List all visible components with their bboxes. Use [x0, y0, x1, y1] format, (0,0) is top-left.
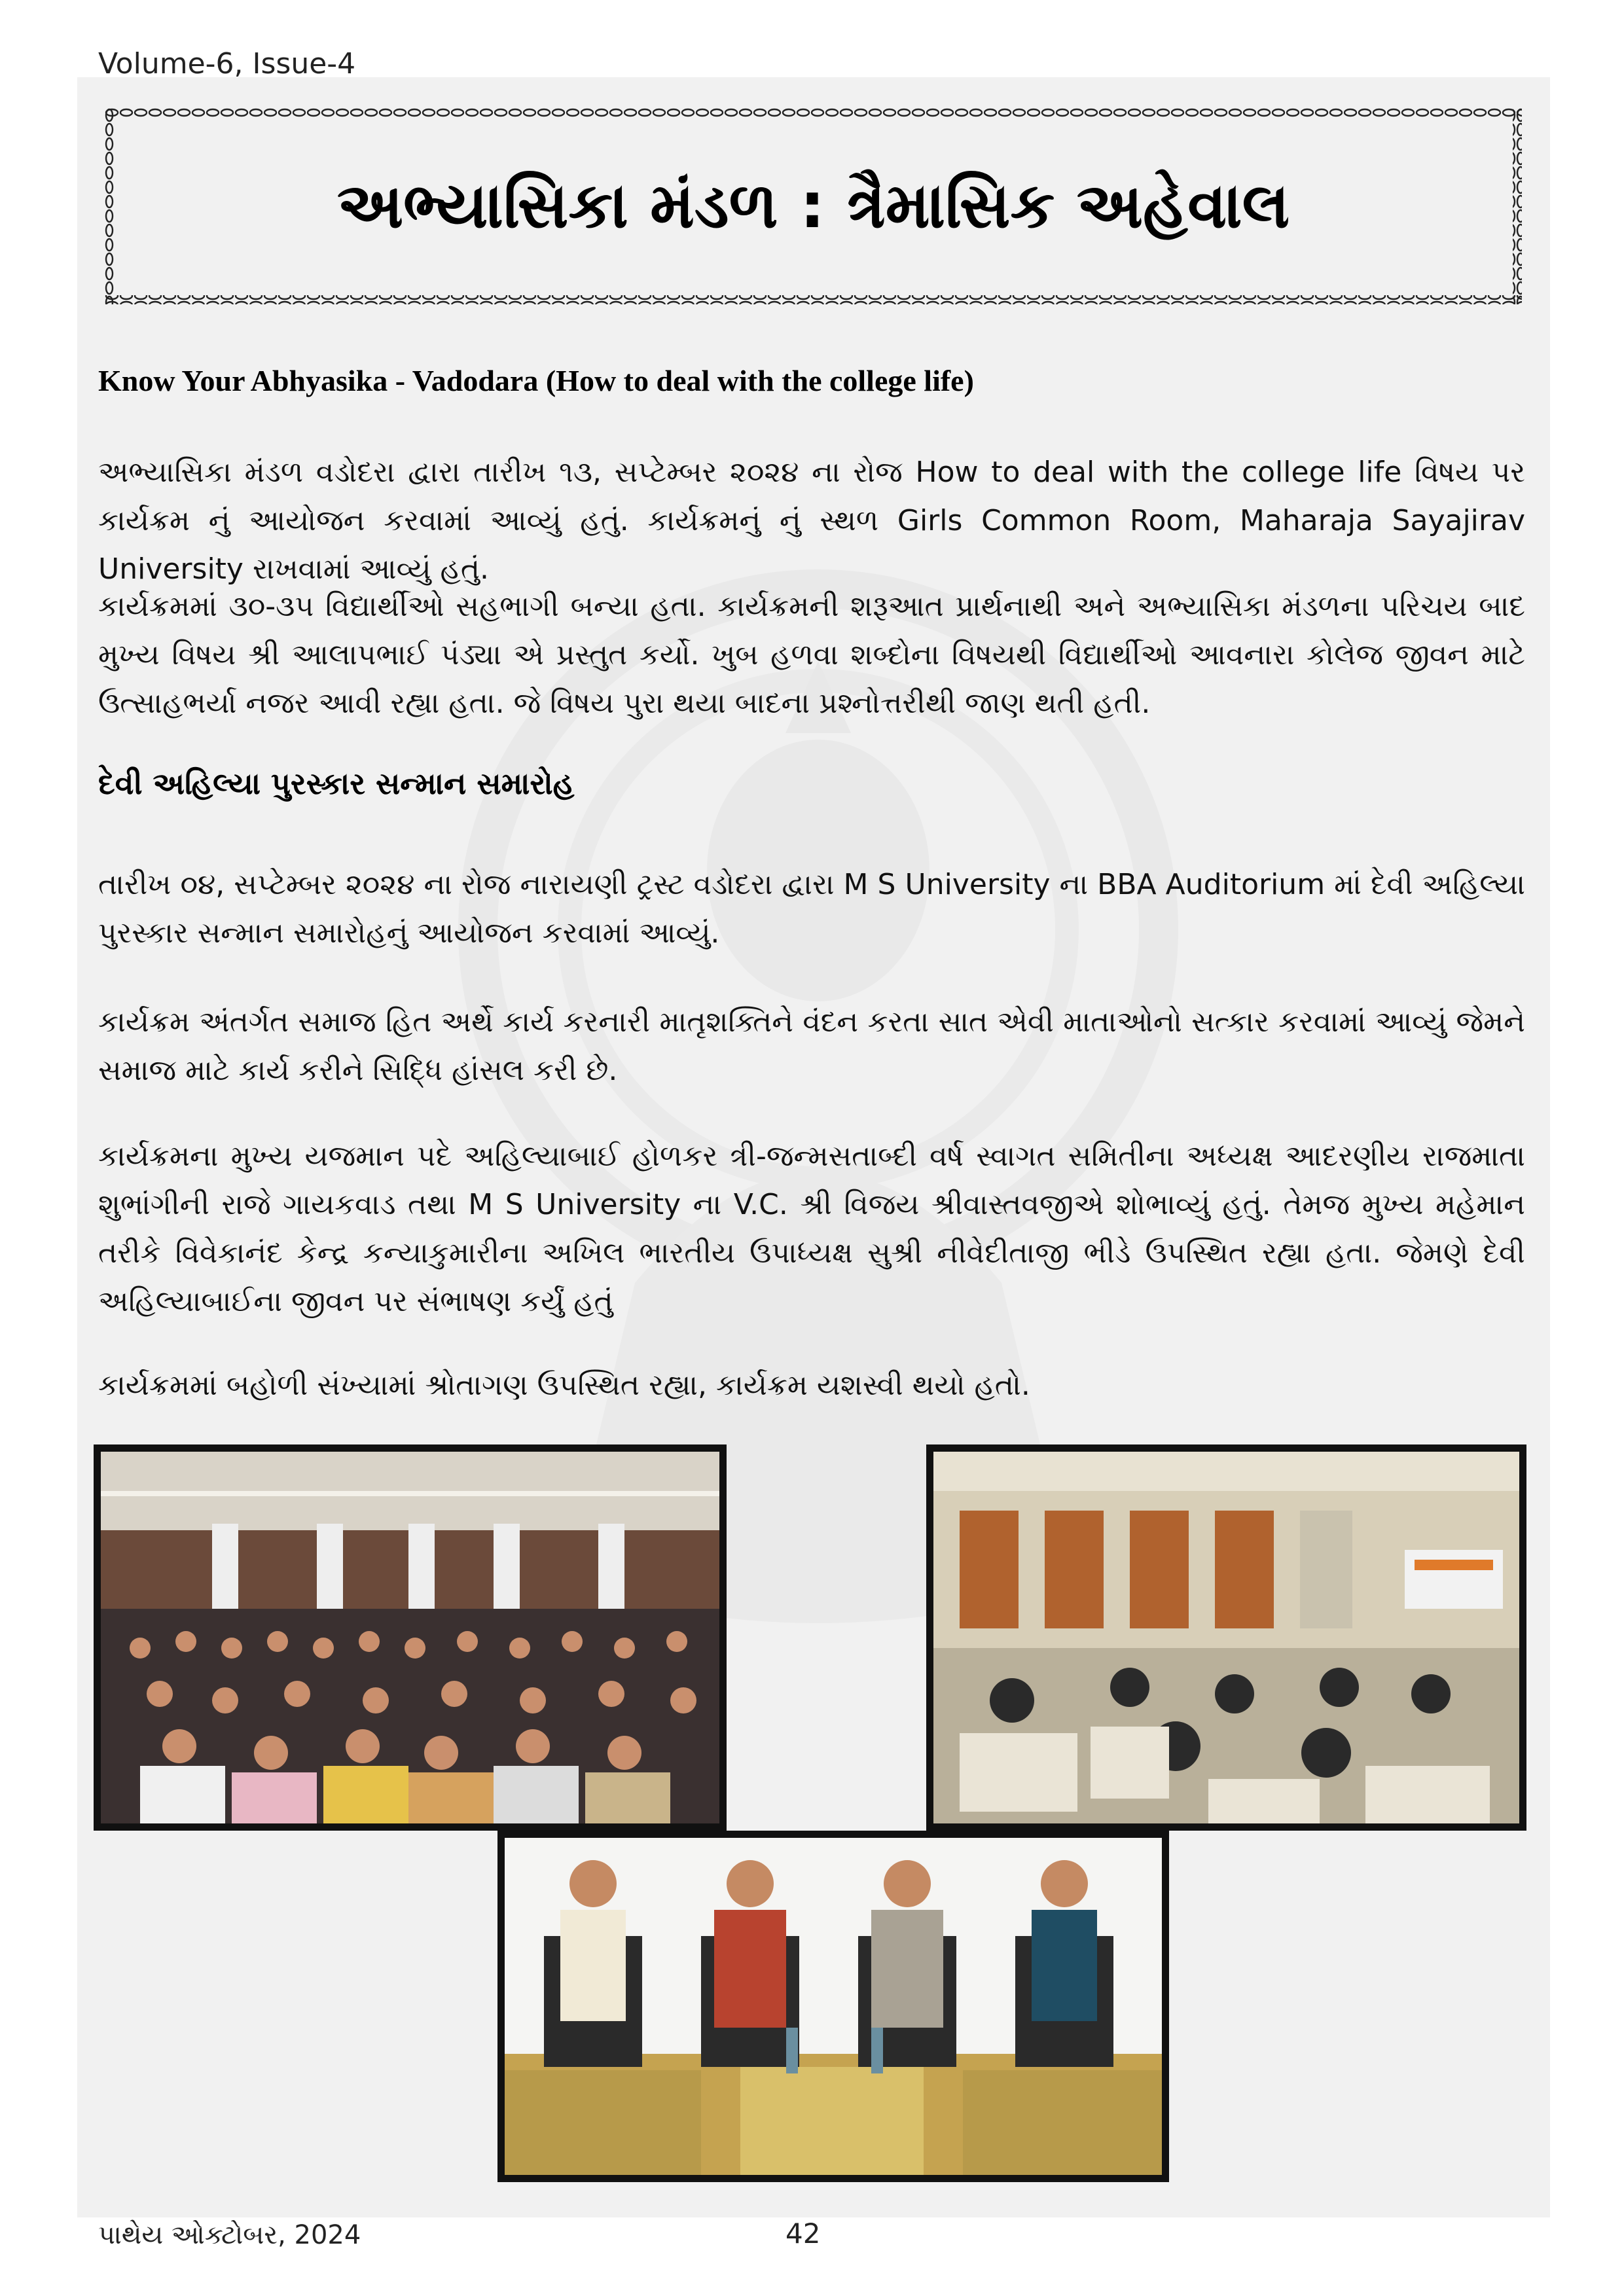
publication-date: પાથેય ઓક્ટોબર, 2024	[98, 2220, 361, 2250]
common-room-image	[933, 1452, 1519, 1823]
audience-image	[101, 1452, 719, 1823]
page-title: અભ્યાસિકા મંડળ : ત્રૈમાસિક અહેવાલ	[336, 169, 1290, 242]
photo-auditorium-audience	[94, 1444, 727, 1831]
page-number: 42	[785, 2217, 821, 2250]
section-heading-devi-ahilya: દેવી અહિલ્યા પુરસ્કાર સન્માન સમારોહ	[98, 766, 575, 801]
section-heading-know-your-abhyasika: Know Your Abhyasika - Vadodara (How to deal with the college life)	[98, 364, 974, 397]
title-frame	[105, 108, 1522, 304]
volume-issue: Volume-6, Issue-4	[98, 47, 356, 81]
photo-dignitaries-stage	[497, 1831, 1169, 2182]
paragraph-award-ceremony: તારીખ ૦૪, સપ્ટેમ્બર ૨૦૨૪ ના રોજ નારાયણી ટ્રસ્ટ વડોદરા દ્વારા M S University ના BBA Auditorium માં દેવી અહિલ્યા પુરસ્કાર સન્માન સમારોહનું આયોજન કરવામાં આવ્યું.	[98, 868, 1525, 950]
paragraph-abhyasika-event: અભ્યાસિકા મંડળ વડોદરા દ્વારા તારીખ ૧૩, સપ્ટેમ્બર ૨૦૨૪ ના રોજ How to deal with the college life વિષય પર કાર્યક્રમ નું આયોજન કરવામાં આવ્યું હતું. કાર્યક્રમનું નું સ્થળ Girls Common Room, Maharaja Sayajirav University રાખવામાં આવ્યું હતું.	[98, 456, 1525, 586]
paragraph-conclusion: કાર્યક્રમમાં બહોળી સંખ્યામાં શ્રોતાગણ ઉપસ્થિત રહ્યા, કાર્યક્રમ યશસ્વી થયો હતો.	[98, 1369, 1030, 1402]
photo-common-room-session	[926, 1444, 1526, 1831]
paragraph-abhyasika-details: કાર્યક્રમમાં ૩૦-૩૫ વિદ્યાર્થીઓ સહભાગી બન્યા હતા. કાર્યક્રમની શરૂઆત પ્રાર્થનાથી અને અભ્યાસિકા મંડળના પરિચય બાદ મુખ્ય વિષય શ્રી આલાપભાઈ પંડ્યા એ પ્રસ્તુત કર્યો. ખુબ હળવા શબ્દોના વિષયથી વિદ્યાર્થીઓ આવનારા કોલેજ જીવન માટે ઉત્સાહભર્યા નજર આવી રહ્યા હતા. જે વિષય પુરા થયા બાદના પ્રશ્નોત્તરીથી જાણ થતી હતી.	[98, 590, 1525, 720]
dignitaries-image	[505, 1838, 1162, 2175]
paragraph-guests: કાર્યક્રમના મુખ્ય યજમાન પદે અહિલ્યાબાઈ હોળકર ત્રી-જન્મસતાબ્દી વર્ષ સ્વાગત સમિતીના અધ્યક્ષ આદરણીય રાજમાતા શુભાંગીની રાજે ગાયકવાડ તથા M S University ના V.C. શ્રી વિજય શ્રીવાસ્તવજીએ શોભાવ્યું હતું. તેમજ મુખ્ય મહેમાન તરીકે વિવેકાનંદ કેન્દ્ર કન્યાકુમારીના અખિલ ભારતીય ઉપાધ્યક્ષ સુશ્રી નીવેદીતાજી ભીડે ઉપસ્થિત રહ્યા હતા. જેમણે દેવી અહિલ્યાબાઈના જીવન પર સંભાષણ કર્યું હતું	[98, 1139, 1525, 1318]
paragraph-felicitation: કાર્યક્રમ અંતર્ગત સમાજ હિત અર્થે કાર્ય કરનારી માતૃશક્તિને વંદન કરતા સાત એવી માતાઓનો સત્કાર કરવામાં આવ્યું જેમને સમાજ માટે કાર્ય કરીને સિદ્ધિ હાંસલ કરી છે.	[98, 1005, 1525, 1087]
